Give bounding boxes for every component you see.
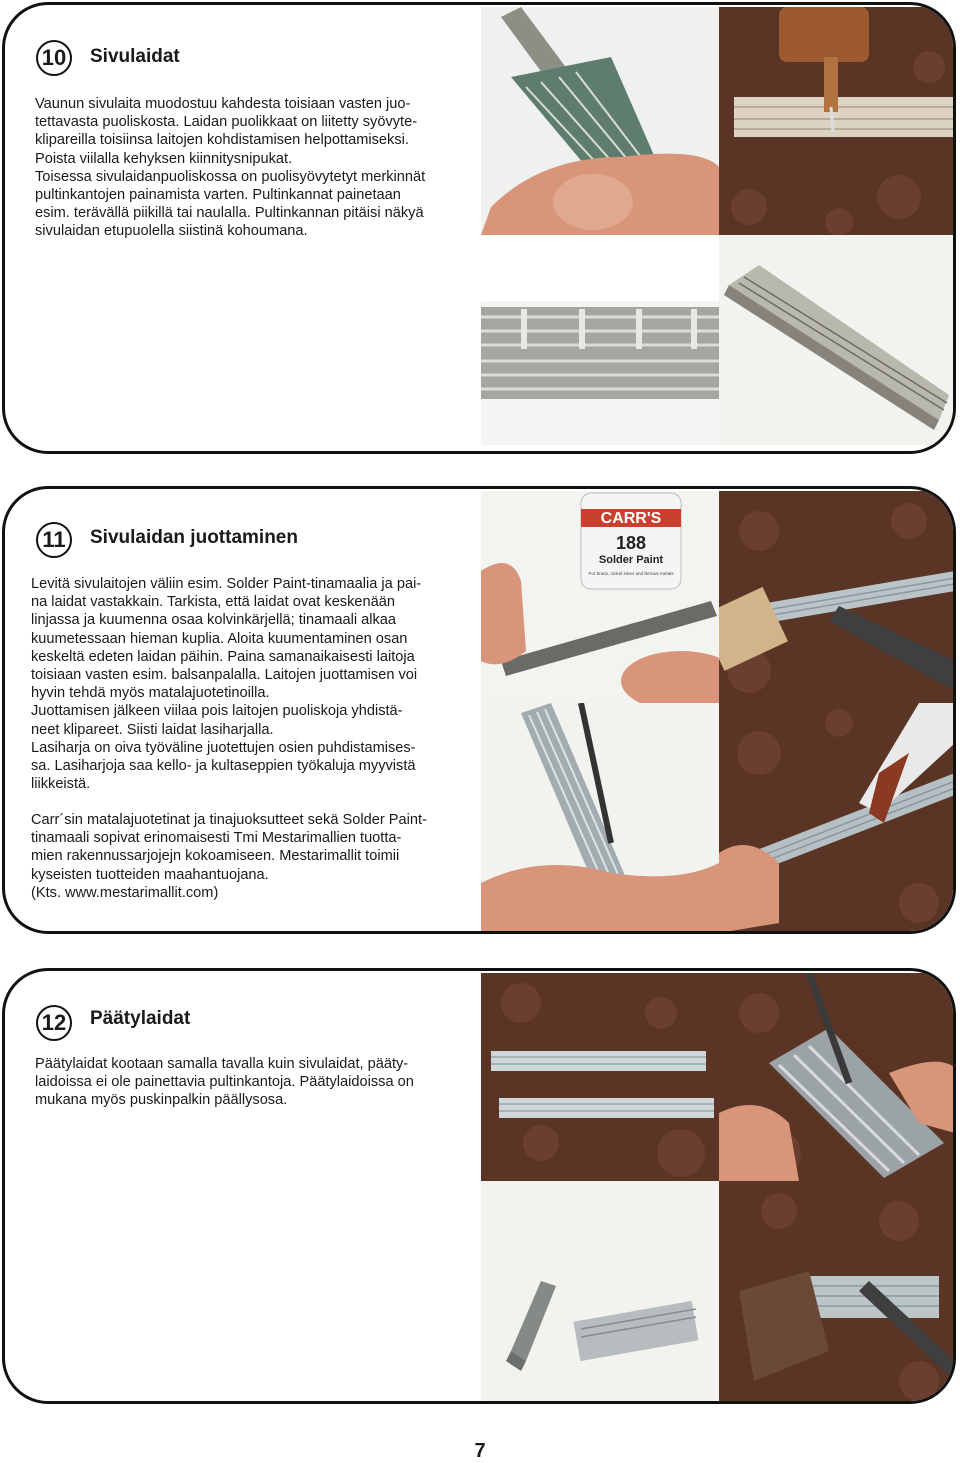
step-number-badge: 10 bbox=[36, 40, 72, 76]
jar-brand-text: CARR'S bbox=[600, 510, 662, 527]
section-12-panel bbox=[2, 968, 956, 1404]
step-number-badge: 11 bbox=[36, 522, 72, 558]
photo-side-wall-closeup bbox=[481, 301, 719, 445]
section-title: Sivulaidat bbox=[90, 46, 180, 67]
section-text: Päätylaidat kootaan samalla tavalla kuin sivulaidat, pääty- laidoissa ei ole painettavia pultinkantoja. Päätylaidoissa on mukana myös puskinpalkin päällysosa. bbox=[35, 1056, 414, 1109]
section-text: Levitä sivulaitojen väliin esim. Solder Paint-tinamaalia ja pai- na laidat vastakkain. Tarkista, että laidat ovat keskenään linjassa ja kuumenna osaa kolvinkärjellä; tinamaali alkaa kuumetessaan hieman kuplia. Aloita kuumentaminen osan keskeltä edeten laidan päihin. Paina samanaikaisesti laitoja toisiaan vasten esim. balsanpalalla. Laitojen juottamisen voi hyvin tehdä myös matalajuotetinoilla. Juottamisen jälkeen viilaa pois laitojen puoliskoja yhdistä- neet klipareet. Siisti laidat lasiharjalla. Lasiharja on oiva työväline juotettujen osien puhdistamises- sa. Lasiharjoja saa kello- ja kultaseppien työkaluja myyvistä liikkeistä. bbox=[31, 576, 422, 793]
photo-iron-tip-soldering bbox=[719, 703, 955, 933]
section-11-panel bbox=[2, 486, 956, 934]
page-number: 7 bbox=[474, 1440, 486, 1462]
photo-bent-side-wall bbox=[719, 235, 955, 445]
photo-solder-paint-jar bbox=[481, 491, 719, 703]
photo-assembled-end-walls bbox=[481, 1181, 719, 1401]
step-number-badge: 12 bbox=[36, 1005, 72, 1041]
section-text: Vaunun sivulaita muodostuu kahdesta toisiaan vasten juo- tettavasta puoliskosta. Laidan puolikkaat on liitetty syövyte- klipareilla toisiinsa laitojen kohdistamisen helpottamiseksi. Poista viilalla kehyksen kiinnitysnipukat. Toisessa sivulaidanpuoliskossa on puolisyövytetyt merkinnät pultinkantojen painamista varten. Pultinkannat painetaan esim. terävällä piikillä tai naulalla. Pultinkannan pitäisi näkyä sivulaidan etupuolella siistinä kohoumana. bbox=[35, 96, 426, 240]
section-10-panel bbox=[2, 2, 956, 454]
photo-side-wall-held bbox=[481, 703, 719, 933]
supplier-note: Carr´sin matalajuotetinat ja tinajuoksutteet sekä Solder Paint- tinamaali sopivat erinomaisesti Tmi Mestarimallien tuotta- mien rakennussarjojejn kokoamiseen. Mestarimallit toimii kyseisten tuotteiden maahantuojana. (Kts. www.mestarimallit.com) bbox=[31, 812, 427, 901]
photo-punching-rivets bbox=[719, 7, 955, 235]
photo-end-wall-in-hand bbox=[719, 973, 955, 1181]
photo-soldering-with-balsa bbox=[719, 491, 955, 703]
photo-side-wall-in-hand bbox=[481, 7, 719, 235]
jar-small-text: For brass, nickel silver and ferrous metals bbox=[588, 571, 674, 576]
section-title: Sivulaidan juottaminen bbox=[90, 527, 298, 548]
section-title: Päätylaidat bbox=[90, 1008, 191, 1029]
photo-two-end-walls bbox=[481, 973, 719, 1181]
jar-number-text: 188 bbox=[615, 533, 647, 553]
jar-product-text: Solder Paint bbox=[598, 554, 664, 566]
photo-soldering-end-wall bbox=[719, 1181, 955, 1401]
